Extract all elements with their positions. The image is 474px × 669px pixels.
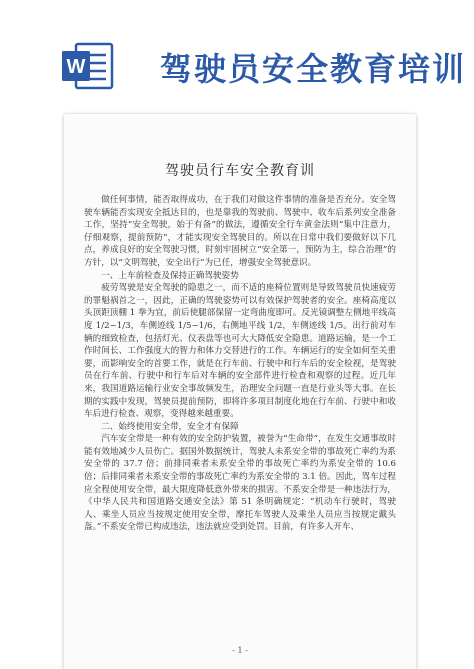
banner-header [0,0,474,112]
section-heading-2: 二、始终使用安全带，安全才有保障 [101,421,239,432]
word-document-icon [60,38,116,94]
document-page [64,114,416,669]
paragraph-section-1: 疲劳驾驶是安全驾驶的隐患之一，而不适的座椅位置则是导致驾驶员快速疲劳的罪魁祸首之一，因此，正确的驾驶姿势可以有效保护驾驶者的安全。座椅高度以头顶距顶棚 1 拳为宜，前后使腿部保留一定弯曲度即可。反光镜调整左侧地平线高度 1/2~1/3，车侧迹线 1/5~1/6，右侧地平线 1/2，车侧迹线 1/5。出行前对车辆的细致检查，包括灯光、仪表盘等也可大大降低安全隐患。道路运输，是一个工作时间长、工作强度大的智力和体力交替进行的工作。车辆运行的安全如何至关重要，而影响安全的首要工作，就是在行车前、行驶中和行车后的安全检视，是驾驶员在行车前、行驶中和行车后对车辆的安全部件进行检查和观察的过程。近几年来，我国道路运输行业安全事故频发生，治理安全问题一直是行业头等大事。在长期的实践中发现，驾驶员提前预防，即将许多项目制度化地在行车前、行驶中和收车后进行检查、观察，变得越来越重要。 [84,283,397,420]
document-body [84,194,396,534]
paragraph-section-2: 汽车安全带是一种有效的安全防护装置，被誉为“生命带”，在发生交通事故时能有效地减少人员伤亡。据国外数据统计，驾驶人未系安全带的事故死亡率约为系安全带的 37.7 倍；前排同乘者未系安全带的事故死亡率约为系安全带的 10.6 倍；后排同乘者未系安全带的事故死亡率约为系安全带的 3.1 倍。因此，驾车过程应全程使用安全带，最大限度降低意外带来的损害。不系安全带是一种违法行为，《中华人民共和国道路交通安全法》第 51 条明确规定：“机动车行驶时，驾驶人、乘坐人员应当按规定使用安全带，摩托车驾驶人及乘坐人员应当按规定戴头盔。”不系安全带已构成违法，违法就应受到处罚。目前，有许多人开车、 [84,434,396,533]
banner-title: 驾驶员安全教育培训 [160,50,467,88]
section-heading-1: 一、上车前检查及保持正确驾驶姿势 [101,270,239,281]
page-number: - 1 - [232,646,248,655]
word-icon-letter: W [66,56,86,78]
document-title: 驾驶员行车安全教育训 [165,163,315,179]
paragraph-intro: 做任何事情，能否取得成功，在于我们对做这件事情的准备是否充分。安全驾驶车辆能否实现安全抵达目的，也是靠我的驾驶前、驾驶中、收车后系列安全准备工作，坚持“安全驾驶，始于有备”的做法，遵循安全行车黄金法则“集中注意力，仔细观察，提前预防”，才能实现安全驾驶目的。所以在日常中我们要做好以下几点，养成良好的安全驾驶习惯，时刻牢固树立“安全第一，预防为主，综合治理”的方针，以“文明驾驶，安全出行”为已任，增强安全驾驶意识。 [84,195,396,268]
